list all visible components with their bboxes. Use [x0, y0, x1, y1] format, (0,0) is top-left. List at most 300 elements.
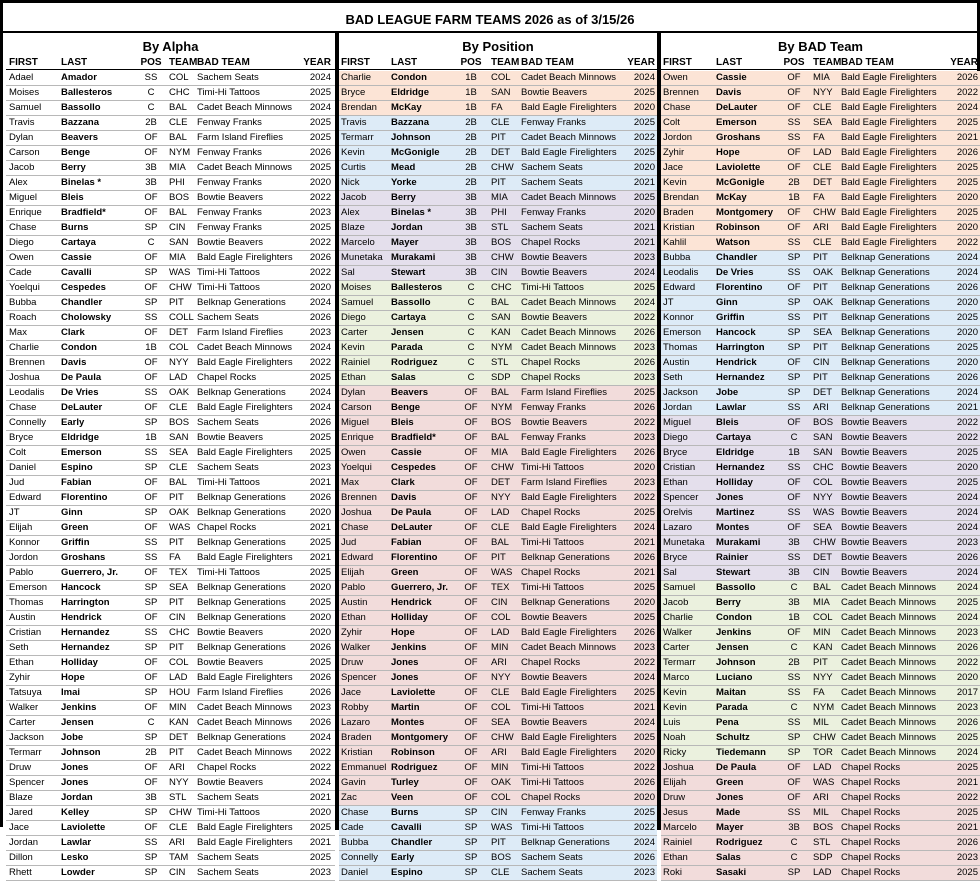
bad-team-cell[interactable]: Chapel Rocks [521, 657, 581, 668]
last-name-cell[interactable]: Eldridge [391, 87, 430, 98]
mlb-team-cell[interactable]: MIA [813, 597, 830, 608]
last-name-cell[interactable]: McGonigle [716, 177, 765, 188]
year-cell[interactable]: 2025 [309, 567, 331, 578]
mlb-team-cell[interactable]: OAK [169, 507, 190, 518]
first-name-cell[interactable]: Enrique [341, 432, 374, 443]
first-name-cell[interactable]: Brennen [9, 357, 45, 368]
mlb-team-cell[interactable]: CHC [813, 462, 834, 473]
year-cell[interactable]: 2017 [956, 687, 978, 698]
bad-team-cell[interactable]: Bald Eagle Firelighters [521, 732, 617, 743]
position-cell[interactable]: 2B [788, 177, 800, 188]
bad-team-cell[interactable]: Fenway Franks [197, 117, 262, 128]
position-cell[interactable]: C [147, 102, 155, 113]
last-name-cell[interactable]: Eldridge [716, 447, 755, 458]
year-cell[interactable]: 2026 [309, 417, 331, 428]
year-cell[interactable]: 2023 [633, 252, 655, 263]
mlb-team-cell[interactable]: MIA [491, 192, 508, 203]
year-cell[interactable]: 2020 [956, 462, 978, 473]
first-name-cell[interactable]: Munetaka [663, 537, 705, 548]
mlb-team-cell[interactable]: PIT [813, 252, 828, 263]
last-name-cell[interactable]: Jones [61, 777, 89, 788]
first-name-cell[interactable]: Jackson [663, 387, 698, 398]
last-name-cell[interactable]: Mayer [391, 237, 419, 248]
bad-team-cell[interactable]: Bald Eagle Firelighters [521, 147, 617, 158]
mlb-team-cell[interactable]: BAL [491, 432, 509, 443]
last-name-cell[interactable]: Cassie [391, 447, 422, 458]
first-name-cell[interactable]: Ethan [663, 852, 688, 863]
bad-team-cell[interactable]: Bald Eagle Firelighters [521, 447, 617, 458]
bad-team-cell[interactable]: Cadet Beach Minnows [841, 672, 937, 683]
position-cell[interactable]: 3B [788, 537, 800, 548]
mlb-team-cell[interactable]: COL [169, 72, 189, 83]
bad-team-cell[interactable]: Bald Eagle Firelighters [841, 132, 937, 143]
bad-team-cell[interactable]: Belknap Generations [197, 732, 286, 743]
first-name-cell[interactable]: Diego [9, 237, 34, 248]
position-cell[interactable]: SS [787, 267, 801, 278]
last-name-cell[interactable]: Rodriguez [391, 357, 438, 368]
position-cell[interactable]: 1B [465, 72, 477, 83]
bad-team-cell[interactable]: Cadet Beach Minnows [841, 657, 937, 668]
position-cell[interactable]: SP [144, 642, 158, 653]
last-name-cell[interactable]: Bleis [716, 417, 739, 428]
mlb-team-cell[interactable]: CLE [813, 102, 832, 113]
first-name-cell[interactable]: Samuel [663, 582, 696, 593]
year-cell[interactable]: 2022 [309, 762, 331, 773]
year-cell[interactable]: 2024 [956, 252, 978, 263]
position-cell[interactable]: OF [787, 792, 801, 803]
position-cell[interactable]: OF [464, 582, 478, 593]
position-cell[interactable]: SP [144, 462, 158, 473]
bad-team-cell[interactable]: Bald Eagle Firelighters [841, 147, 937, 158]
bad-team-cell[interactable]: Bowtie Beavers [521, 717, 588, 728]
year-cell[interactable]: 2025 [633, 807, 655, 818]
position-cell[interactable]: 1B [145, 432, 157, 443]
first-name-cell[interactable]: Noah [663, 732, 686, 743]
bad-team-cell[interactable]: Bald Eagle Firelighters [197, 837, 293, 848]
position-cell[interactable]: 1B [788, 612, 800, 623]
mlb-team-cell[interactable]: CLE [491, 687, 510, 698]
position-cell[interactable]: 2B [465, 117, 477, 128]
position-cell[interactable]: SS [144, 837, 158, 848]
mlb-team-cell[interactable]: COL [491, 72, 511, 83]
last-name-cell[interactable]: Benge [61, 147, 91, 158]
mlb-team-cell[interactable]: NYY [491, 672, 511, 683]
first-name-cell[interactable]: Brendan [341, 102, 377, 113]
bad-team-cell[interactable]: Bowtie Beavers [197, 432, 264, 443]
year-cell[interactable]: 2026 [309, 642, 331, 653]
year-cell[interactable]: 2026 [956, 372, 978, 383]
header-last[interactable]: LAST [716, 57, 743, 68]
first-name-cell[interactable]: Tatsuya [9, 687, 42, 698]
bad-team-cell[interactable]: Cadet Beach Minnows [197, 102, 293, 113]
bad-team-cell[interactable]: Sachem Seats [521, 852, 583, 863]
mlb-team-cell[interactable]: FA [813, 192, 825, 203]
mlb-team-cell[interactable]: BAL [491, 297, 509, 308]
last-name-cell[interactable]: Fabian [61, 477, 92, 488]
bad-team-cell[interactable]: Bowtie Beavers [197, 657, 264, 668]
mlb-team-cell[interactable]: WAS [491, 567, 513, 578]
position-cell[interactable]: SS [787, 402, 801, 413]
year-cell[interactable]: 2025 [956, 447, 978, 458]
first-name-cell[interactable]: Ethan [9, 657, 34, 668]
year-cell[interactable]: 2025 [309, 597, 331, 608]
year-cell[interactable]: 2026 [633, 402, 655, 413]
mlb-team-cell[interactable]: FA [813, 687, 825, 698]
mlb-team-cell[interactable]: CLE [169, 822, 188, 833]
first-name-cell[interactable]: Marcelo [663, 822, 697, 833]
mlb-team-cell[interactable]: PIT [813, 342, 828, 353]
year-cell[interactable]: 2023 [309, 462, 331, 473]
mlb-team-cell[interactable]: TOR [813, 747, 833, 758]
mlb-team-cell[interactable]: CHC [169, 627, 190, 638]
mlb-team-cell[interactable]: PIT [813, 282, 828, 293]
bad-team-cell[interactable]: Bald Eagle Firelighters [841, 87, 937, 98]
bad-team-cell[interactable]: Belknap Generations [841, 342, 930, 353]
first-name-cell[interactable]: Travis [9, 117, 35, 128]
year-cell[interactable]: 2021 [633, 222, 655, 233]
header-first[interactable]: FIRST [663, 57, 692, 68]
year-cell[interactable]: 2025 [309, 657, 331, 668]
mlb-team-cell[interactable]: CLE [169, 462, 188, 473]
bad-team-cell[interactable]: Belknap Generations [841, 357, 930, 368]
header-last[interactable]: LAST [391, 57, 418, 68]
position-cell[interactable]: OF [144, 207, 158, 218]
position-cell[interactable]: 1B [145, 342, 157, 353]
mlb-team-cell[interactable]: CLE [169, 402, 188, 413]
position-cell[interactable]: OF [787, 777, 801, 788]
year-cell[interactable]: 2022 [956, 792, 978, 803]
position-cell[interactable]: SS [144, 312, 158, 323]
last-name-cell[interactable]: Laviolette [391, 687, 436, 698]
bad-team-cell[interactable]: Bowtie Beavers [841, 417, 908, 428]
bad-team-cell[interactable]: Timi-Hi Tattoos [521, 582, 584, 593]
mlb-team-cell[interactable]: CHW [813, 732, 836, 743]
last-name-cell[interactable]: Rodriguez [391, 762, 438, 773]
first-name-cell[interactable]: Walker [663, 627, 693, 638]
year-cell[interactable]: 2025 [956, 762, 978, 773]
bad-team-cell[interactable]: Bald Eagle Firelighters [521, 627, 617, 638]
mlb-team-cell[interactable]: SEA [169, 582, 189, 593]
bad-team-cell[interactable]: Timi-Hi Tattoos [521, 537, 584, 548]
first-name-cell[interactable]: Luis [663, 717, 681, 728]
year-cell[interactable]: 2020 [633, 792, 655, 803]
last-name-cell[interactable]: Cavalli [391, 822, 422, 833]
last-name-cell[interactable]: Jordan [61, 792, 93, 803]
bad-team-cell[interactable]: Bald Eagle Firelighters [841, 117, 937, 128]
last-name-cell[interactable]: Bleis [391, 417, 414, 428]
first-name-cell[interactable]: Carson [341, 402, 372, 413]
last-name-cell[interactable]: Beavers [61, 132, 98, 143]
position-cell[interactable]: SP [787, 252, 801, 263]
mlb-team-cell[interactable]: COL [813, 477, 833, 488]
year-cell[interactable]: 2020 [956, 327, 978, 338]
last-name-cell[interactable]: Johnson [61, 747, 101, 758]
position-cell[interactable]: OF [144, 132, 158, 143]
mlb-team-cell[interactable]: MIA [491, 447, 508, 458]
bad-team-cell[interactable]: Bald Eagle Firelighters [197, 357, 293, 368]
last-name-cell[interactable]: Beavers [391, 387, 428, 398]
first-name-cell[interactable]: Cristian [9, 627, 42, 638]
first-name-cell[interactable]: Ethan [663, 477, 688, 488]
year-cell[interactable]: 2020 [309, 807, 331, 818]
first-name-cell[interactable]: Bryce [341, 87, 366, 98]
first-name-cell[interactable]: Rainiel [341, 357, 371, 368]
bad-team-cell[interactable]: Chapel Rocks [197, 522, 257, 533]
last-name-cell[interactable]: Hope [716, 147, 740, 158]
last-name-cell[interactable]: Bassollo [716, 582, 756, 593]
last-name-cell[interactable]: Chandler [61, 297, 103, 308]
year-cell[interactable]: 2024 [633, 717, 655, 728]
mlb-team-cell[interactable]: PIT [169, 597, 184, 608]
position-cell[interactable]: 3B [465, 222, 477, 233]
year-cell[interactable]: 2025 [633, 582, 655, 593]
year-cell[interactable]: 2025 [633, 612, 655, 623]
first-name-cell[interactable]: Blaze [341, 222, 365, 233]
mlb-team-cell[interactable]: CHW [813, 537, 836, 548]
first-name-cell[interactable]: Dylan [341, 387, 366, 398]
first-name-cell[interactable]: Marcelo [341, 237, 375, 248]
bad-team-cell[interactable]: Cadet Beach Minnows [841, 747, 937, 758]
bad-team-cell[interactable]: Belknap Generations [197, 582, 286, 593]
position-cell[interactable]: OF [144, 252, 158, 263]
last-name-cell[interactable]: Harrington [61, 597, 110, 608]
last-name-cell[interactable]: Chandler [391, 837, 433, 848]
bad-team-cell[interactable]: Belknap Generations [841, 372, 930, 383]
mlb-team-cell[interactable]: TAM [169, 852, 189, 863]
year-cell[interactable]: 2025 [309, 447, 331, 458]
first-name-cell[interactable]: Elijah [9, 522, 33, 533]
year-cell[interactable]: 2024 [956, 387, 978, 398]
year-cell[interactable]: 2021 [309, 522, 331, 533]
year-cell[interactable]: 2025 [956, 807, 978, 818]
position-cell[interactable]: OF [464, 642, 478, 653]
first-name-cell[interactable]: Jackson [9, 732, 44, 743]
year-cell[interactable]: 2024 [956, 102, 978, 113]
first-name-cell[interactable]: Thomas [663, 342, 698, 353]
mlb-team-cell[interactable]: CHC [169, 87, 190, 98]
year-cell[interactable]: 2025 [309, 852, 331, 863]
first-name-cell[interactable]: Yoelqui [341, 462, 372, 473]
first-name-cell[interactable]: Austin [663, 357, 690, 368]
mlb-team-cell[interactable]: DET [169, 327, 188, 338]
first-name-cell[interactable]: Miguel [663, 417, 691, 428]
bad-team-cell[interactable]: Bald Eagle Firelighters [521, 492, 617, 503]
bad-team-cell[interactable]: Fenway Franks [197, 222, 262, 233]
last-name-cell[interactable]: Florentino [716, 282, 763, 293]
first-name-cell[interactable]: Bubba [663, 252, 691, 263]
mlb-team-cell[interactable]: SEA [813, 522, 833, 533]
mlb-team-cell[interactable]: MIA [169, 252, 186, 263]
position-cell[interactable]: OF [464, 597, 478, 608]
position-cell[interactable]: OF [787, 282, 801, 293]
last-name-cell[interactable]: De Vries [716, 267, 754, 278]
bad-team-cell[interactable]: Cadet Beach Minnows [521, 642, 617, 653]
bad-team-cell[interactable]: Belknap Generations [841, 312, 930, 323]
last-name-cell[interactable]: Rodriguez [716, 837, 763, 848]
first-name-cell[interactable]: Sal [663, 567, 677, 578]
first-name-cell[interactable]: Carter [9, 717, 36, 728]
last-name-cell[interactable]: Hope [61, 672, 85, 683]
first-name-cell[interactable]: Chase [341, 522, 369, 533]
position-cell[interactable]: OF [144, 372, 158, 383]
bad-team-cell[interactable]: Cadet Beach Minnows [841, 612, 937, 623]
last-name-cell[interactable]: Jones [61, 762, 89, 773]
position-cell[interactable]: SP [787, 747, 801, 758]
bad-team-cell[interactable]: Bowtie Beavers [521, 252, 588, 263]
position-cell[interactable]: SS [144, 72, 158, 83]
mlb-team-cell[interactable]: KAN [813, 642, 833, 653]
year-cell[interactable]: 2024 [309, 387, 331, 398]
year-cell[interactable]: 2021 [309, 552, 331, 563]
first-name-cell[interactable]: Alex [341, 207, 360, 218]
position-cell[interactable]: OF [464, 507, 478, 518]
year-cell[interactable]: 2026 [309, 672, 331, 683]
year-cell[interactable]: 2023 [309, 702, 331, 713]
bad-team-cell[interactable]: Bald Eagle Firelighters [841, 72, 937, 83]
last-name-cell[interactable]: Hernandez [61, 642, 110, 653]
last-name-cell[interactable]: Laviolette [61, 822, 106, 833]
bad-team-cell[interactable]: Bowtie Beavers [197, 777, 264, 788]
last-name-cell[interactable]: Cassie [61, 252, 92, 263]
position-cell[interactable]: SP [144, 417, 158, 428]
last-name-cell[interactable]: Jordan [391, 222, 423, 233]
year-cell[interactable]: 2025 [956, 732, 978, 743]
mlb-team-cell[interactable]: SAN [813, 432, 833, 443]
mlb-team-cell[interactable]: NYY [813, 672, 833, 683]
year-cell[interactable]: 2026 [956, 717, 978, 728]
year-cell[interactable]: 2024 [309, 777, 331, 788]
bad-team-cell[interactable]: Bowtie Beavers [841, 522, 908, 533]
bad-team-cell[interactable]: Bowtie Beavers [521, 267, 588, 278]
year-cell[interactable]: 2024 [956, 507, 978, 518]
mlb-team-cell[interactable]: NYY [813, 492, 833, 503]
bad-team-cell[interactable]: Chapel Rocks [197, 762, 257, 773]
bad-team-cell[interactable]: Chapel Rocks [521, 237, 581, 248]
last-name-cell[interactable]: Condon [391, 72, 427, 83]
last-name-cell[interactable]: Mead [391, 162, 416, 173]
bad-team-cell[interactable]: Bowtie Beavers [841, 432, 908, 443]
year-cell[interactable]: 2020 [633, 597, 655, 608]
mlb-team-cell[interactable]: CIN [491, 267, 508, 278]
position-cell[interactable]: SP [144, 867, 158, 878]
bad-team-cell[interactable]: Bald Eagle Firelighters [841, 177, 937, 188]
last-name-cell[interactable]: Hendrick [716, 357, 757, 368]
bad-team-cell[interactable]: Chapel Rocks [841, 867, 901, 878]
first-name-cell[interactable]: Samuel [341, 297, 374, 308]
mlb-team-cell[interactable]: PIT [813, 372, 828, 383]
first-name-cell[interactable]: Jordon [9, 552, 39, 563]
last-name-cell[interactable]: Hernandez [716, 462, 765, 473]
mlb-team-cell[interactable]: NYM [491, 342, 513, 353]
first-name-cell[interactable]: Jared [9, 807, 33, 818]
last-name-cell[interactable]: DeLauter [61, 402, 103, 413]
last-name-cell[interactable]: Jenkins [61, 702, 97, 713]
year-cell[interactable]: 2025 [633, 507, 655, 518]
position-cell[interactable]: 2B [145, 747, 157, 758]
first-name-cell[interactable]: Termarr [9, 747, 42, 758]
first-name-cell[interactable]: Roach [9, 312, 37, 323]
mlb-team-cell[interactable]: CLE [169, 117, 188, 128]
year-cell[interactable]: 2020 [956, 222, 978, 233]
last-name-cell[interactable]: Hope [391, 627, 415, 638]
position-cell[interactable]: 1B [465, 102, 477, 113]
last-name-cell[interactable]: Hernandez [716, 372, 765, 383]
mlb-team-cell[interactable]: CIN [491, 807, 508, 818]
last-name-cell[interactable]: Turley [391, 777, 419, 788]
position-cell[interactable]: OF [787, 627, 801, 638]
position-cell[interactable]: SP [787, 297, 801, 308]
position-cell[interactable]: OF [144, 702, 158, 713]
mlb-team-cell[interactable]: WAS [169, 267, 191, 278]
first-name-cell[interactable]: Brennen [341, 492, 377, 503]
year-cell[interactable]: 2021 [633, 702, 655, 713]
year-cell[interactable]: 2022 [309, 357, 331, 368]
year-cell[interactable]: 2021 [633, 237, 655, 248]
year-cell[interactable]: 2025 [956, 867, 978, 878]
position-cell[interactable]: SP [787, 867, 801, 878]
first-name-cell[interactable]: Kevin [341, 342, 365, 353]
year-cell[interactable]: 2021 [956, 777, 978, 788]
mlb-team-cell[interactable]: CLE [813, 162, 832, 173]
year-cell[interactable]: 2020 [633, 102, 655, 113]
last-name-cell[interactable]: Holliday [716, 477, 753, 488]
position-cell[interactable]: SS [787, 717, 801, 728]
position-cell[interactable]: OF [464, 732, 478, 743]
header-bad-team[interactable]: BAD TEAM [521, 57, 574, 68]
last-name-cell[interactable]: Jobe [61, 732, 84, 743]
last-name-cell[interactable]: DeLauter [716, 102, 758, 113]
position-cell[interactable]: OF [787, 417, 801, 428]
header-team[interactable]: TEAM [491, 57, 520, 68]
position-cell[interactable]: SP [144, 807, 158, 818]
first-name-cell[interactable]: Miguel [9, 192, 37, 203]
last-name-cell[interactable]: Lawlar [61, 837, 92, 848]
last-name-cell[interactable]: McGonigle [391, 147, 440, 158]
bad-team-cell[interactable]: Timi-Hi Tattoos [197, 477, 260, 488]
last-name-cell[interactable]: Early [61, 417, 85, 428]
first-name-cell[interactable]: Emerson [9, 582, 48, 593]
mlb-team-cell[interactable]: CHW [491, 732, 514, 743]
position-cell[interactable]: SP [787, 387, 801, 398]
last-name-cell[interactable]: Berry [716, 597, 741, 608]
first-name-cell[interactable]: Edward [663, 282, 696, 293]
position-cell[interactable]: 1B [788, 447, 800, 458]
first-name-cell[interactable]: Ricky [663, 747, 687, 758]
mlb-team-cell[interactable]: BAL [491, 387, 509, 398]
mlb-team-cell[interactable]: FA [169, 552, 181, 563]
position-cell[interactable]: OF [787, 492, 801, 503]
position-cell[interactable]: SS [787, 312, 801, 323]
position-cell[interactable]: SP [144, 732, 158, 743]
position-cell[interactable]: 3B [465, 237, 477, 248]
mlb-team-cell[interactable]: MIA [813, 72, 830, 83]
first-name-cell[interactable]: Moises [9, 87, 40, 98]
position-cell[interactable]: OF [144, 492, 158, 503]
first-name-cell[interactable]: Brendan [663, 192, 699, 203]
mlb-team-cell[interactable]: DET [813, 552, 832, 563]
position-cell[interactable]: 1B [788, 192, 800, 203]
bad-team-cell[interactable]: Cadet Beach Minnows [197, 162, 293, 173]
bad-team-cell[interactable]: Belknap Generations [521, 837, 610, 848]
last-name-cell[interactable]: Parada [716, 702, 748, 713]
last-name-cell[interactable]: Cartaya [716, 432, 751, 443]
first-name-cell[interactable]: Ethan [341, 372, 366, 383]
year-cell[interactable]: 2026 [633, 447, 655, 458]
mlb-team-cell[interactable]: COL [491, 702, 511, 713]
mlb-team-cell[interactable]: COL [491, 792, 511, 803]
mlb-team-cell[interactable]: BAL [813, 582, 831, 593]
bad-team-cell[interactable]: Belknap Generations [197, 537, 286, 548]
